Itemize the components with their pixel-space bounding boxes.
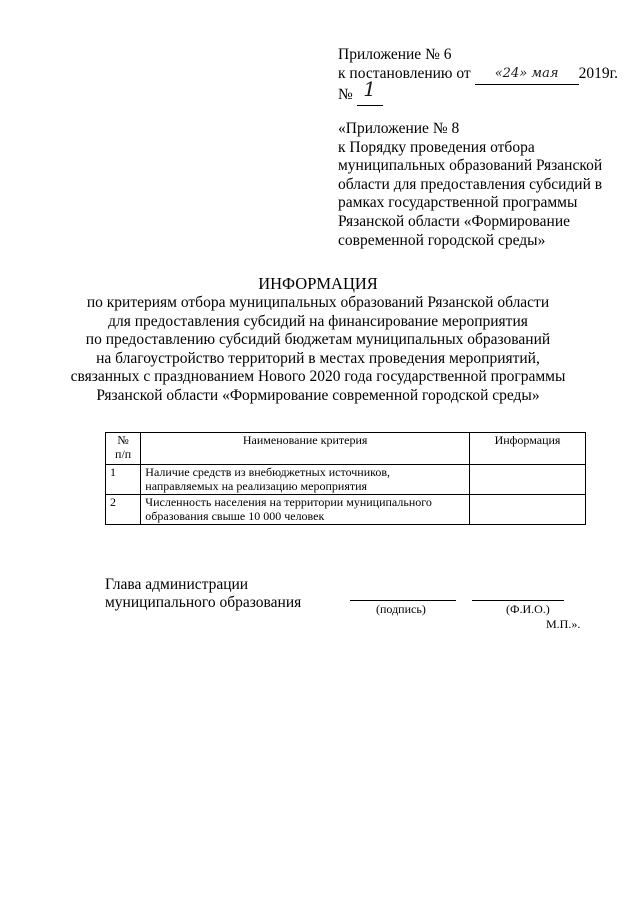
appendix-line: Рязанской области «Формирование (338, 212, 571, 230)
row-info-cell[interactable] (470, 465, 586, 495)
title-heading: ИНФОРМАЦИЯ (258, 274, 378, 293)
name-underline[interactable] (472, 600, 564, 601)
number-label: № (338, 86, 353, 103)
document-header (338, 46, 618, 102)
number-blank (357, 77, 383, 106)
table-row (106, 495, 586, 525)
appendix-line: области для предоставления субсидий в (338, 175, 603, 193)
table-header-row (106, 433, 586, 465)
appendix-number: Приложение № 6 (338, 46, 452, 63)
header-criterion: Наименование критерия (141, 433, 470, 465)
row-info-cell[interactable] (470, 495, 586, 525)
signature-line2: муниципального образования (105, 594, 302, 611)
header-num: № п/п (106, 433, 141, 465)
row-num: 2 (106, 495, 141, 525)
resolution-date-line (338, 65, 618, 84)
title-line: Рязанской области «Формирование современной городской среды» (96, 386, 540, 404)
appendix-line: к Порядку проведения отбора (338, 138, 535, 156)
row-criterion: Численность населения на территории муниципального образования свыше 10 000 человек (141, 495, 470, 525)
title-line: на благоустройство территорий в местах проведения мероприятий, (96, 349, 540, 367)
title-line: по критериям отбора муниципальных образований Рязанской области (86, 294, 550, 311)
handwritten-date: «24» мая (494, 65, 559, 81)
appendix-reference (338, 120, 602, 250)
table-row (106, 465, 586, 495)
resolution-prefix: к постановлению от (338, 64, 471, 82)
appendix-line: «Приложение № 8 (338, 120, 460, 137)
document-title (20, 274, 616, 406)
row-criterion: Наличие средств из внебюджетных источников, направляемых на реализацию мероприятия (141, 465, 470, 495)
appendix-line: современной городской среды» (338, 231, 546, 249)
title-line: для предоставления субсидий на финансирование мероприятия (108, 312, 528, 330)
criteria-table (105, 432, 586, 525)
name-caption: (Ф.И.О.) (506, 602, 550, 616)
appendix-line: рамках государственной программы (338, 194, 578, 212)
signature-line1: Глава администрации (105, 576, 249, 593)
appendix-line: муниципальных образований Рязанской (338, 157, 603, 175)
signature-title (105, 576, 301, 612)
title-line: связанных с празднованием Нового 2020 года государственной программы (70, 368, 566, 386)
resolution-number-line (338, 77, 618, 103)
resolution-year: 2019г. (578, 64, 619, 82)
date-blank (475, 65, 579, 86)
stamp-label: М.П.». (546, 617, 581, 631)
title-line: по предоставлению субсидий бюджетам муниципальных образований (85, 331, 551, 349)
handwritten-number: 1 (363, 77, 377, 101)
signature-caption: (подпись) (376, 602, 426, 616)
signature-underline[interactable] (350, 600, 456, 601)
header-info: Информация (470, 433, 586, 465)
row-num: 1 (106, 465, 141, 495)
